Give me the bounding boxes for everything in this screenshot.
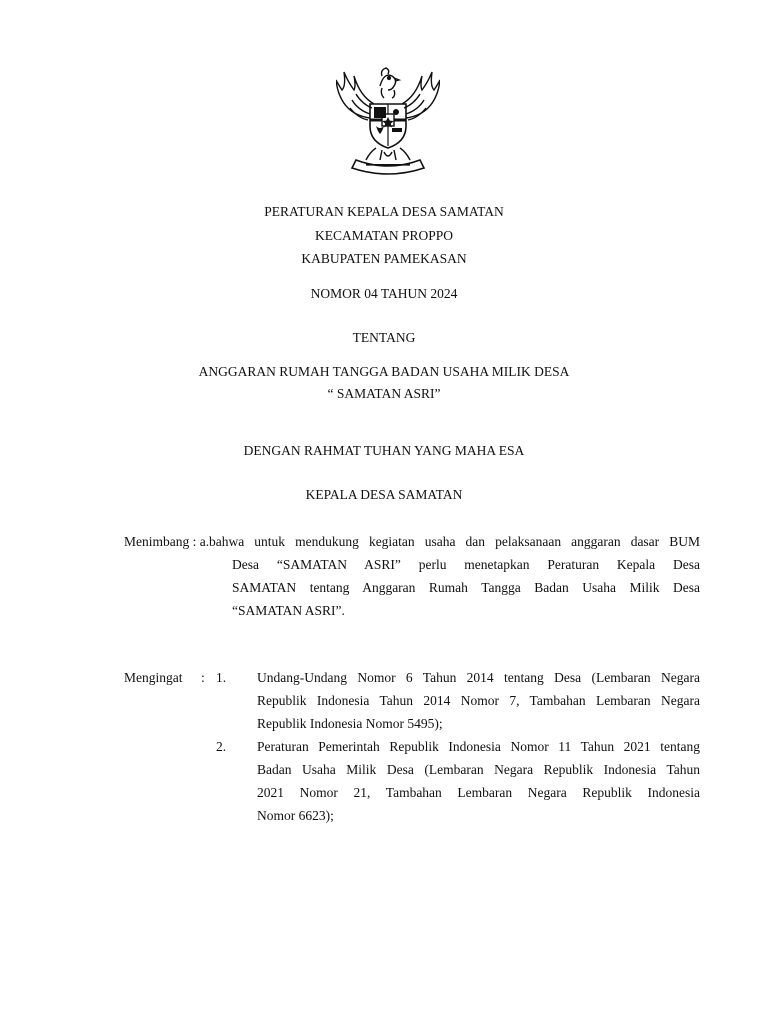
district-line: KECAMATAN PROPPO [314,228,454,243]
mengingat-item-line: Nomor 6623); [257,808,334,823]
subject-line-2: “ SAMATAN ASRI” [327,386,441,401]
mengingat-item-1 [257,666,700,735]
mengingat-label: Mengingat [124,670,183,685]
mengingat-item-line: Peraturan Pemerintah Republik Indonesia Nomor 11 Tahun 2021 tentang [257,739,700,754]
mengingat-item-line: Republik Indonesia Nomor 5495); [257,716,443,731]
menimbang-line: bahwa untuk mendukung kegiatan usaha dan pelaksanaan anggaran dasar BUM [209,534,700,549]
mengingat-item-number-2: 2. [216,739,227,754]
official-title: KEPALA DESA SAMATAN [305,487,463,502]
menimbang-paragraph [232,553,700,622]
mengingat-item-line: Republik Indonesia Tahun 2014 Nomor 7, Tambahan Lembaran Negara [257,693,700,708]
menimbang-first-line-block [209,530,700,553]
mengingat-item-line: Badan Usaha Milik Desa (Lembaran Negara Republik Indonesia Tahun [257,762,700,777]
menimbang-line: “SAMATAN ASRI”. [232,603,345,618]
mengingat-item-line: 2021 Nomor 21, Tambahan Lembaran Negara Republik Indonesia [257,785,700,800]
subject-line-1: ANGGARAN RUMAH TANGGA BADAN USAHA MILIK DESA [198,364,570,379]
mengingat-colon: : [201,670,205,685]
blessing-line: DENGAN RAHMAT TUHAN YANG MAHA ESA [243,443,525,458]
garuda-emblem-icon [336,64,440,176]
regulation-title: PERATURAN KEPALA DESA SAMATAN [264,204,504,219]
menimbang-label: Menimbang : a. [124,534,210,549]
regency-line: KABUPATEN PAMEKASAN [301,251,467,266]
menimbang-line: Desa “SAMATAN ASRI” perlu menetapkan Peraturan Kepala Desa [232,557,700,572]
mengingat-item-line: Undang-Undang Nomor 6 Tahun 2014 tentang Desa (Lembaran Negara [257,670,700,685]
menimbang-line: SAMATAN tentang Anggaran Rumah Tangga Badan Usaha Milik Desa [232,580,700,595]
regulation-number: NOMOR 04 TAHUN 2024 [310,286,458,301]
about-heading: TENTANG [352,330,416,345]
mengingat-item-number-1: 1. [216,670,227,685]
mengingat-item-2 [257,735,700,827]
